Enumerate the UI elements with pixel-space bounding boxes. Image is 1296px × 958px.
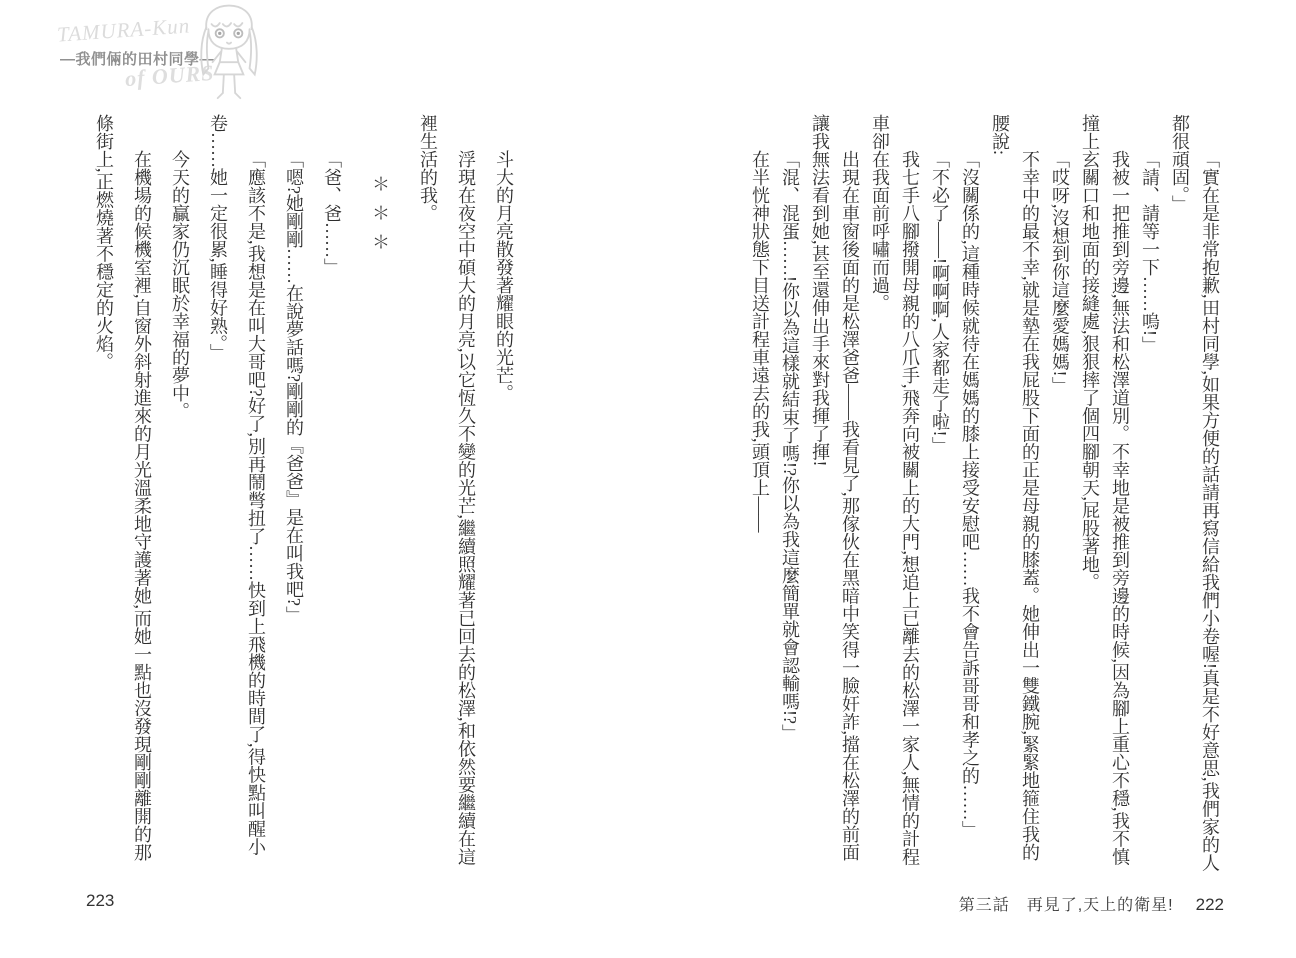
paragraph: 「應該不是,我想是在叫大哥吧?好了,別再鬧彆扭了……快到上飛機的時間了,得快點叫醒小卷……她一定很累,睡得好熟。」 [208,114,266,856]
chapter-title: 第三話 再見了,天上的衛星! [958,897,1174,914]
paragraph: 不幸中的最不幸,就是墊在我屁股下面的正是母親的膝蓋。她伸出一雙鐵腕,緊緊地箍住我的腰說: [990,114,1040,861]
paragraph: 「不必了——!啊啊啊,人家都走了啦!」 [930,150,950,455]
paragraph: 在半恍神狀態下目送計程車遠去的我,頭頂上—— [750,150,770,533]
paragraph: 「哎呀,沒想到你這麼愛媽媽!」 [1050,150,1070,395]
series-title-chinese: ―我們倆的田村同學― [60,51,216,68]
paragraph: 「爸、爸……」 [322,150,342,276]
right-page-footer [959,892,1224,915]
paragraph: 斗大的月亮散發著耀眼的光芒。 [494,150,514,402]
paragraph: 「混、混蛋……!你以為這樣就結束了嗎!?你以為我這麼簡單就會認輸嗎!?」 [780,150,800,742]
series-title-english-bottom: of OURS [124,59,216,92]
series-title-english-top: TAMURA-Kun [56,13,191,47]
paragraph: 出現在車窗後面的是松澤爸爸——我看見了,那傢伙在黑暗中笑得一臉奸詐,擋在松澤的前面讓我無法看到她,甚至還伸出手來對我揮了揮! [810,114,860,861]
paragraph: 「請、請等一下……嗚!」 [1140,150,1160,354]
paragraph: 我被一把推到旁邊,無法和松澤道別。不幸地是被推到旁邊的時候,因為腳上重心不穩,我不慎撞上玄關口和地面的接縫處,狠狠摔了個四腳朝天,屁股著地。 [1080,114,1130,866]
paragraph: 「嗯?她剛剛……在說夢話嗎?剛剛的『爸爸』是在叫我吧?」 [284,150,304,624]
page-number-right: 222 [1195,895,1224,914]
right-page-text [745,114,1225,876]
left-page-text [85,114,523,876]
chibi-girl-icon [193,2,265,117]
paragraph: 浮現在夜空中碩大的月亮,以它恆久不變的光芒,繼續照耀著已回去的松澤,和依然要繼續在這裡生活的我。 [418,114,476,866]
paragraph: 「實在是非常抱歉,田村同學,如果方便的話請再寫信給我們小卷喔!真是不好意思,我們家的人都很頑固。」 [1170,114,1220,872]
page-number-left: 223 [86,891,115,910]
series-logo [55,6,270,116]
paragraph: 我七手八腳撥開母親的八爪手,飛奔向被關上的大門,想追上已離去的松澤一家人,無情的計程車卻在我面前呼嘯而過。 [870,114,920,866]
paragraph: 今天的贏家仍沉眠於幸福的夢中。 [170,150,190,420]
scene-break: ＊＊＊ [370,175,390,262]
paragraph: 在機場的候機室裡,自窗外斜射進來的月光溫柔地守護著她,而她一點也沒發現剛剛離開的那條街上,正燃燒著不穩定的火焰。 [94,114,152,861]
paragraph: 「沒關係的,這種時候就待在媽媽的膝上接受安慰吧……我不會告訴哥哥和孝之的……」 [960,150,980,839]
